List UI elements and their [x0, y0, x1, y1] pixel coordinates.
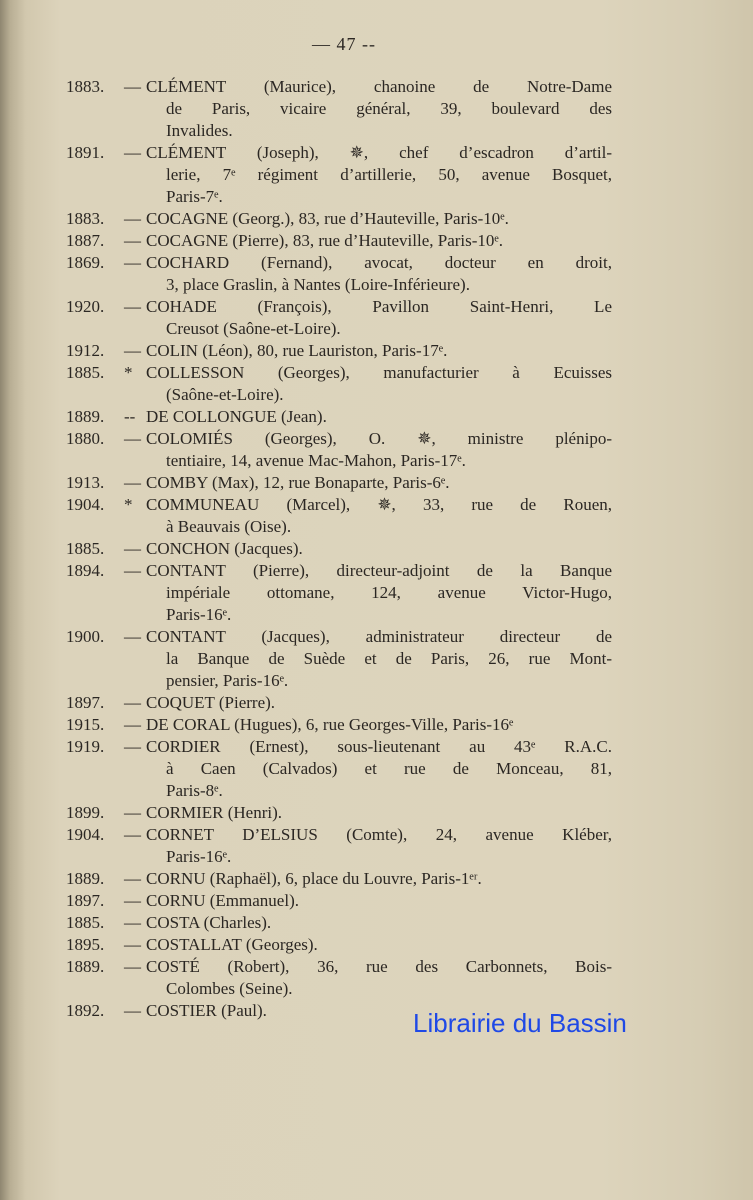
entry-continuation-line: 3, place Graslin, à Nantes (Loire-Inférieure).	[166, 275, 470, 294]
directory-entry	[66, 692, 612, 714]
directory-entry	[66, 560, 612, 626]
entry-year: 1920.	[66, 297, 105, 316]
entry-first-line	[66, 912, 612, 934]
entry-first-line	[66, 824, 612, 846]
entry-separator: —	[124, 1001, 141, 1020]
entry-separator: —	[124, 627, 141, 646]
entry-text: COHADE (François), Pavillon Saint-Henri, Le	[146, 297, 612, 316]
entry-separator: —	[124, 737, 141, 756]
entry-separator: *	[124, 495, 133, 514]
entry-first-line	[66, 340, 612, 362]
directory-entry	[66, 824, 612, 868]
entry-year: 1883.	[66, 209, 105, 228]
entry-year: 1883.	[66, 77, 105, 96]
entry-separator: —	[124, 913, 141, 932]
entry-separator: —	[124, 143, 141, 162]
directory-entry	[66, 296, 612, 340]
directory-entry	[66, 76, 612, 142]
entry-first-line	[66, 472, 612, 494]
directory-entry	[66, 252, 612, 296]
entry-first-line	[66, 362, 612, 384]
entry-first-line	[66, 802, 612, 824]
entry-text: COCAGNE (Georg.), 83, rue d’Hauteville, Paris-10ᵉ.	[146, 209, 509, 228]
directory-entry	[66, 934, 612, 956]
entry-year: 1885.	[66, 363, 105, 382]
directory-entry	[66, 714, 612, 736]
entry-first-line	[66, 76, 612, 98]
entry-separator: —	[124, 77, 141, 96]
page-number: — 47 --	[312, 34, 376, 54]
entry-first-line	[66, 714, 612, 736]
entry-separator: —	[124, 429, 141, 448]
directory-entry	[66, 230, 612, 252]
entry-first-line	[66, 736, 612, 758]
directory-entries	[66, 76, 612, 1022]
entry-separator: *	[124, 363, 133, 382]
entry-text: COMBY (Max), 12, rue Bonaparte, Paris-6ᵉ.	[146, 473, 450, 492]
entry-text: CONCHON (Jacques).	[146, 539, 303, 558]
entry-text: COSTIER (Paul).	[146, 1001, 267, 1020]
entry-separator: —	[124, 253, 141, 272]
entry-text: COCAGNE (Pierre), 83, rue d’Hauteville, Paris-10ᵉ.	[146, 231, 504, 250]
entry-separator: —	[124, 935, 141, 954]
entry-year: 1897.	[66, 891, 105, 910]
entry-first-line	[66, 230, 612, 252]
directory-entry	[66, 340, 612, 362]
entry-first-line	[66, 208, 612, 230]
entry-text: CONTANT (Jacques), administrateur directeur de	[146, 627, 612, 646]
entry-text: COQUET (Pierre).	[146, 693, 276, 712]
entry-continuation-line: à Caen (Calvados) et rue de Monceau, 81,	[166, 759, 612, 778]
directory-entry	[66, 956, 612, 1000]
entry-text: CONTANT (Pierre), directeur-adjoint de la Banque	[146, 561, 612, 580]
entry-text: COSTA (Charles).	[146, 913, 272, 932]
entry-continuation-line: Invalides.	[166, 121, 233, 140]
entry-first-line	[66, 428, 612, 450]
entry-continuation-line: Creusot (Saône-et-Loire).	[166, 319, 341, 338]
entry-first-line	[66, 538, 612, 560]
entry-separator: —	[124, 869, 141, 888]
directory-entry	[66, 428, 612, 472]
entry-year: 1885.	[66, 913, 105, 932]
entry-text: COCHARD (Fernand), avocat, docteur en droit,	[146, 253, 612, 272]
entry-continuation-line: tentiaire, 14, avenue Mac-Mahon, Paris-17ᵉ.	[166, 451, 466, 470]
entry-year: 1889.	[66, 869, 105, 888]
entry-text: CORNU (Emmanuel).	[146, 891, 299, 910]
entry-year: 1891.	[66, 143, 105, 162]
entry-continuation-line: (Saône-et-Loire).	[166, 385, 284, 404]
entry-year: 1900.	[66, 627, 105, 646]
entry-separator: --	[124, 407, 136, 426]
entry-first-line	[66, 956, 612, 978]
directory-entry	[66, 142, 612, 208]
entry-year: 1894.	[66, 561, 105, 580]
entry-year: 1887.	[66, 231, 105, 250]
entry-text: COSTALLAT (Georges).	[146, 935, 318, 954]
directory-entry	[66, 362, 612, 406]
entry-first-line	[66, 560, 612, 582]
entry-separator: —	[124, 561, 141, 580]
entry-separator: —	[124, 341, 141, 360]
entry-first-line	[66, 890, 612, 912]
entry-separator: —	[124, 803, 141, 822]
entry-first-line	[66, 296, 612, 318]
entry-continuation-line: Colombes (Seine).	[166, 979, 293, 998]
entry-separator: —	[124, 209, 141, 228]
entry-separator: —	[124, 957, 141, 976]
entry-continuation-line: pensier, Paris-16ᵉ.	[166, 671, 289, 690]
entry-separator: —	[124, 231, 141, 250]
entry-text: CORDIER (Ernest), sous-lieutenant au 43ᵉ R.A.C.	[146, 737, 612, 756]
directory-entry	[66, 626, 612, 692]
entry-text: CORNU (Raphaël), 6, place du Louvre, Paris-1ᵉʳ.	[146, 869, 482, 888]
entry-year: 1904.	[66, 825, 105, 844]
entry-text: COSTÉ (Robert), 36, rue des Carbonnets, Bois-	[146, 957, 612, 976]
entry-year: 1889.	[66, 407, 105, 426]
entry-year: 1869.	[66, 253, 105, 272]
entry-separator: —	[124, 693, 141, 712]
entry-continuation-line: lerie, 7ᵉ régiment d’artillerie, 50, avenue Bosquet,	[166, 165, 612, 184]
entry-first-line	[66, 626, 612, 648]
entry-first-line	[66, 252, 612, 274]
entry-separator: —	[124, 539, 141, 558]
entry-separator: —	[124, 891, 141, 910]
entry-continuation-line: Paris-8ᵉ.	[166, 781, 223, 800]
entry-year: 1919.	[66, 737, 105, 756]
entry-first-line	[66, 934, 612, 956]
directory-entry	[66, 472, 612, 494]
directory-entry	[66, 912, 612, 934]
directory-entry	[66, 538, 612, 560]
entry-text: COMMUNEAU (Marcel), ✵, 33, rue de Rouen,	[146, 495, 612, 514]
entry-continuation-line: la Banque de Suède et de Paris, 26, rue Mont-	[166, 649, 612, 668]
entry-year: 1913.	[66, 473, 105, 492]
entry-continuation-line: impériale ottomane, 124, avenue Victor-Hugo,	[166, 583, 612, 602]
directory-entry	[66, 802, 612, 824]
entry-year: 1892.	[66, 1001, 105, 1020]
directory-entry	[66, 494, 612, 538]
entry-year: 1889.	[66, 957, 105, 976]
entry-year: 1912.	[66, 341, 105, 360]
directory-entry	[66, 868, 612, 890]
entry-separator: —	[124, 715, 141, 734]
directory-entry	[66, 890, 612, 912]
entry-text: COLIN (Léon), 80, rue Lauriston, Paris-17ᵉ.	[146, 341, 448, 360]
entry-continuation-line: Paris-7ᵉ.	[166, 187, 223, 206]
entry-year: 1899.	[66, 803, 105, 822]
entry-first-line	[66, 692, 612, 714]
entry-text: COLLESSON (Georges), manufacturier à Ecuisses	[146, 363, 612, 382]
entry-text: DE COLLONGUE (Jean).	[146, 407, 327, 426]
directory-entry	[66, 406, 612, 428]
entry-text: CORMIER (Henri).	[146, 803, 282, 822]
watermark-text: Librairie du Bassin	[413, 1008, 627, 1038]
entry-year: 1897.	[66, 693, 105, 712]
entry-first-line	[66, 494, 612, 516]
entry-continuation-line: de Paris, vicaire général, 39, boulevard des	[166, 99, 612, 118]
entry-separator: —	[124, 825, 141, 844]
entry-first-line	[66, 406, 612, 428]
entry-first-line	[66, 142, 612, 164]
entry-text: DE CORAL (Hugues), 6, rue Georges-Ville, Paris-16ᵉ	[146, 715, 514, 734]
entry-text: CORNET D’ELSIUS (Comte), 24, avenue Kléber,	[146, 825, 612, 844]
entry-continuation-line: Paris-16ᵉ.	[166, 847, 232, 866]
entry-separator: —	[124, 473, 141, 492]
entry-continuation-line: à Beauvais (Oise).	[166, 517, 292, 536]
entry-year: 1904.	[66, 495, 105, 514]
directory-entry	[66, 736, 612, 802]
entry-year: 1915.	[66, 715, 105, 734]
entry-year: 1880.	[66, 429, 105, 448]
entry-continuation-line: Paris-16ᵉ.	[166, 605, 232, 624]
entry-separator: —	[124, 297, 141, 316]
entry-first-line	[66, 868, 612, 890]
entry-text: CLÉMENT (Maurice), chanoine de Notre-Dame	[146, 77, 612, 96]
entry-year: 1885.	[66, 539, 105, 558]
entry-year: 1895.	[66, 935, 105, 954]
entry-text: COLOMIÉS (Georges), O. ✵, ministre plénipo-	[146, 429, 612, 448]
entry-text: CLÉMENT (Joseph), ✵, chef d’escadron d’artil-	[146, 143, 612, 162]
directory-entry	[66, 208, 612, 230]
